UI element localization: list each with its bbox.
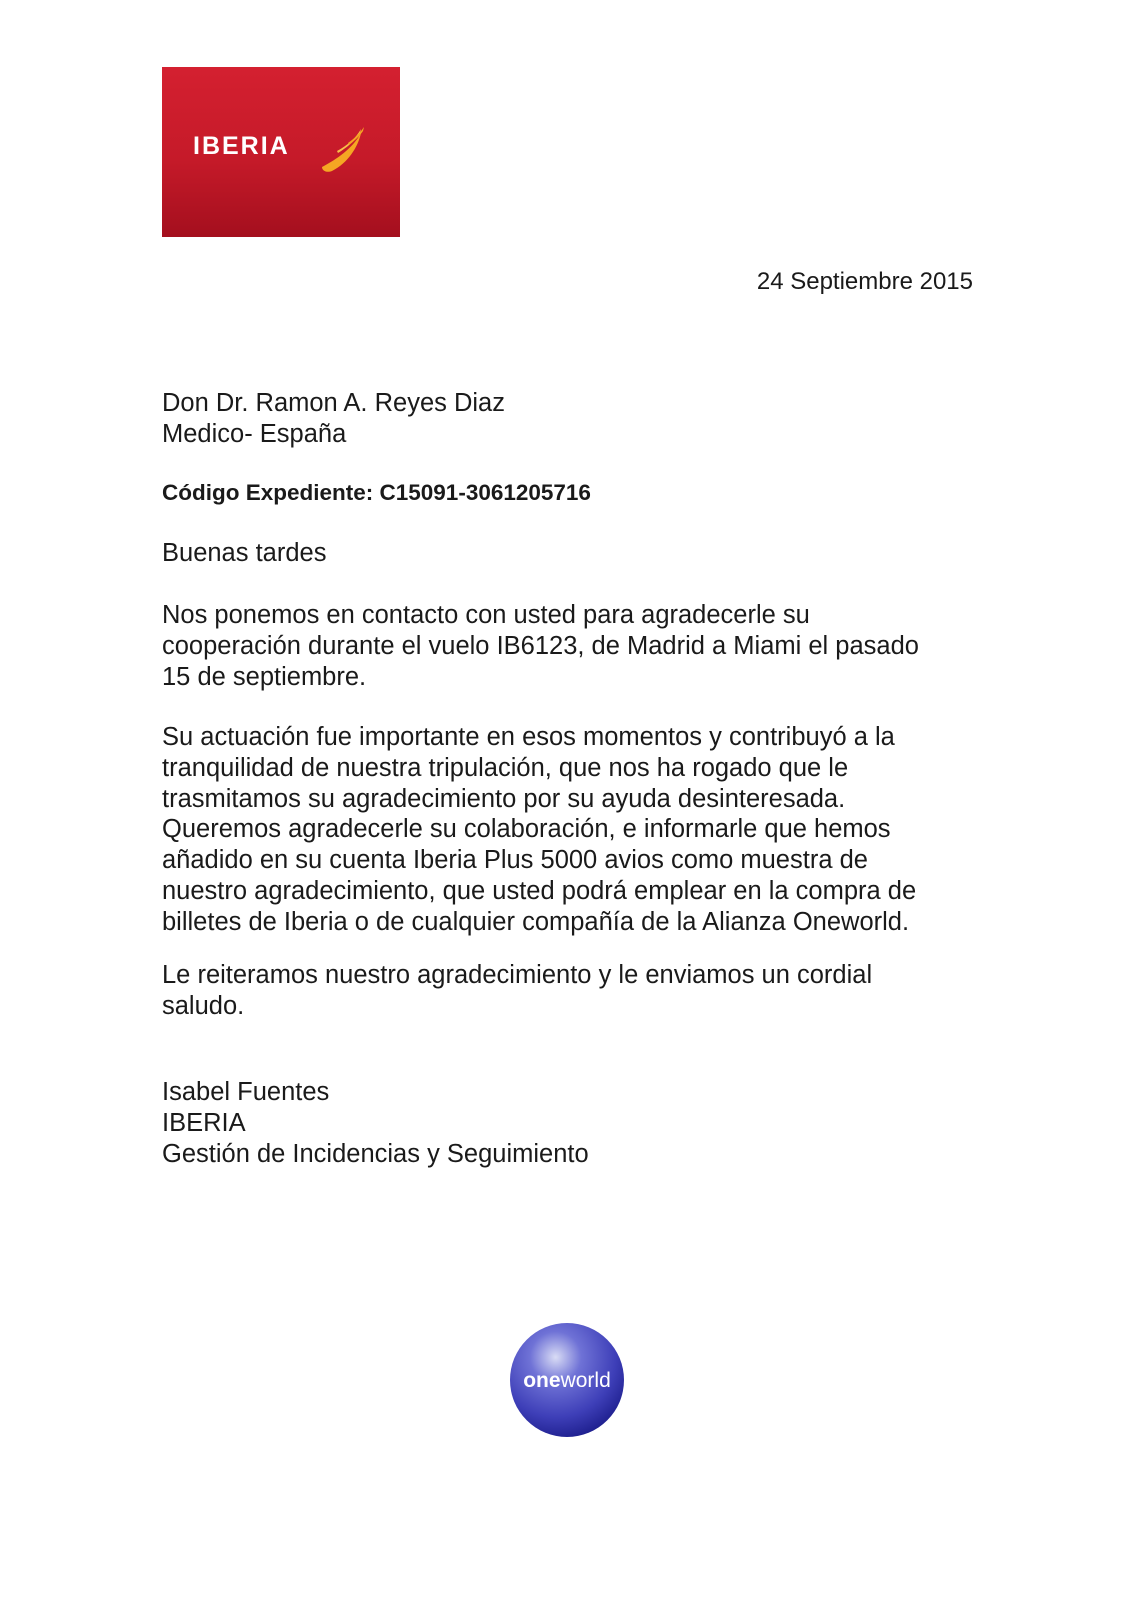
- recipient-block: [162, 388, 505, 450]
- paragraph-line: Nos ponemos en contacto con usted para agradecerle su: [162, 601, 810, 629]
- paragraph-line: Su actuación fue importante en esos momentos y contribuyó a la: [162, 723, 895, 751]
- signer-name: Isabel Fuentes: [162, 1078, 330, 1106]
- greeting: Buenas tardes: [162, 539, 327, 567]
- letter-date: 24 Septiembre 2015: [756, 268, 973, 295]
- paragraph-2: [162, 722, 916, 938]
- paragraph-3: [162, 960, 872, 1022]
- paragraph-line: billetes de Iberia o de cualquier compañía de la Alianza Oneworld.: [162, 907, 910, 936]
- iberia-logo: [162, 67, 400, 237]
- svg-text:IBERIA: IBERIA: [193, 132, 290, 160]
- oneworld-logo: [509, 1322, 625, 1438]
- paragraph-line: cooperación durante el vuelo IB6123, de Madrid a Miami el pasado: [162, 631, 919, 660]
- oneworld-globe-icon: [509, 1322, 625, 1438]
- paragraph-line: 15 de septiembre.: [162, 662, 367, 691]
- paragraph-line: saludo.: [162, 991, 245, 1020]
- paragraph-1: [162, 600, 919, 692]
- paragraph-line: trasmitamos su agradecimiento por su ayuda desinteresada.: [162, 784, 846, 813]
- svg-text:oneworld: oneworld: [523, 1369, 611, 1392]
- paragraph-line: añadido en su cuenta Iberia Plus 5000 avios como muestra de: [162, 846, 868, 875]
- signer-company: IBERIA: [162, 1108, 246, 1137]
- case-code: Código Expediente: C15091-3061205716: [162, 480, 591, 505]
- recipient-title: Medico- España: [162, 419, 347, 448]
- recipient-name: Don Dr. Ramon A. Reyes Diaz: [162, 389, 505, 417]
- paragraph-line: tranquilidad de nuestra tripulación, que nos ha rogado que le: [162, 753, 849, 782]
- iberia-wing-icon: [162, 67, 400, 237]
- signature-block: [162, 1077, 589, 1169]
- signer-department: Gestión de Incidencias y Seguimiento: [162, 1139, 589, 1168]
- paragraph-line: nuestro agradecimiento, que usted podrá emplear en la compra de: [162, 876, 917, 905]
- paragraph-line: Le reiteramos nuestro agradecimiento y le enviamos un cordial: [162, 961, 873, 989]
- paragraph-line: Queremos agradecerle su colaboración, e informarle que hemos: [162, 815, 891, 844]
